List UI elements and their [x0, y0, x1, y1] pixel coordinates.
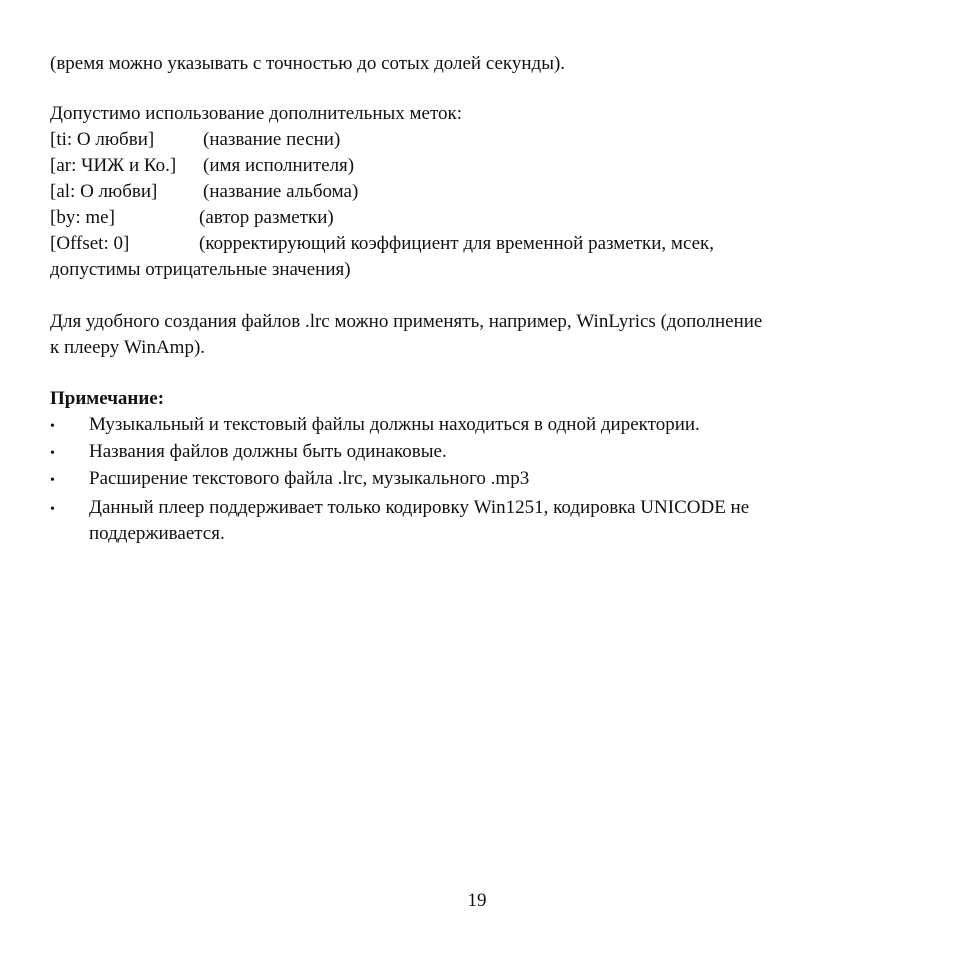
- note-heading: Примечание:: [50, 388, 165, 409]
- tag-line-title: [50, 127, 341, 153]
- bullet-icon: •: [50, 419, 55, 434]
- tag-line-artist: [50, 153, 355, 179]
- bullet-icon: •: [50, 473, 55, 488]
- tag-line-author: [50, 205, 334, 231]
- bullet-icon: •: [50, 502, 55, 517]
- tag-code: [al: О любви]: [50, 181, 158, 202]
- list-item-text: Названия файлов должны быть одинаковые.: [89, 441, 447, 462]
- list-item-text: Музыкальный и текстовый файлы должны находиться в одной директории.: [89, 414, 700, 435]
- tag-description: (название альбома): [203, 181, 359, 202]
- tag-line-offset: [50, 231, 715, 257]
- intro-line: (время можно указывать с точностью до сотых долей секунды).: [50, 53, 566, 74]
- page-number: 19: [467, 890, 487, 911]
- tag-code: [by: me]: [50, 207, 115, 228]
- tag-code: [Offset: 0]: [50, 233, 130, 254]
- winlyrics-line-2: к плееру WinAmp).: [50, 337, 206, 358]
- list-item-continuation: поддерживается.: [89, 523, 225, 544]
- list-item-text: Расширение текстового файла .lrc, музыкального .mp3: [89, 468, 530, 489]
- tag-code: [ar: ЧИЖ и Ко.]: [50, 155, 177, 176]
- tag-line-album: [50, 179, 359, 205]
- winlyrics-line-1: Для удобного создания файлов .lrc можно применять, например, WinLyrics (дополнение: [50, 311, 763, 332]
- tag-code: [ti: О любви]: [50, 129, 155, 150]
- bullet-icon: •: [50, 446, 55, 461]
- tag-description: (название песни): [203, 129, 341, 150]
- tag-description: (имя исполнителя): [203, 155, 355, 176]
- tag-description: (корректирующий коэффициент для временной разметки, мсек,: [199, 233, 715, 254]
- list-item-text: Данный плеер поддерживает только кодировку Win1251, кодировка UNICODE не: [89, 497, 750, 518]
- tags-intro: Допустимо использование дополнительных меток:: [50, 103, 463, 124]
- tag-description: (автор разметки): [199, 207, 334, 228]
- offset-continuation: допустимы отрицательные значения): [50, 259, 351, 280]
